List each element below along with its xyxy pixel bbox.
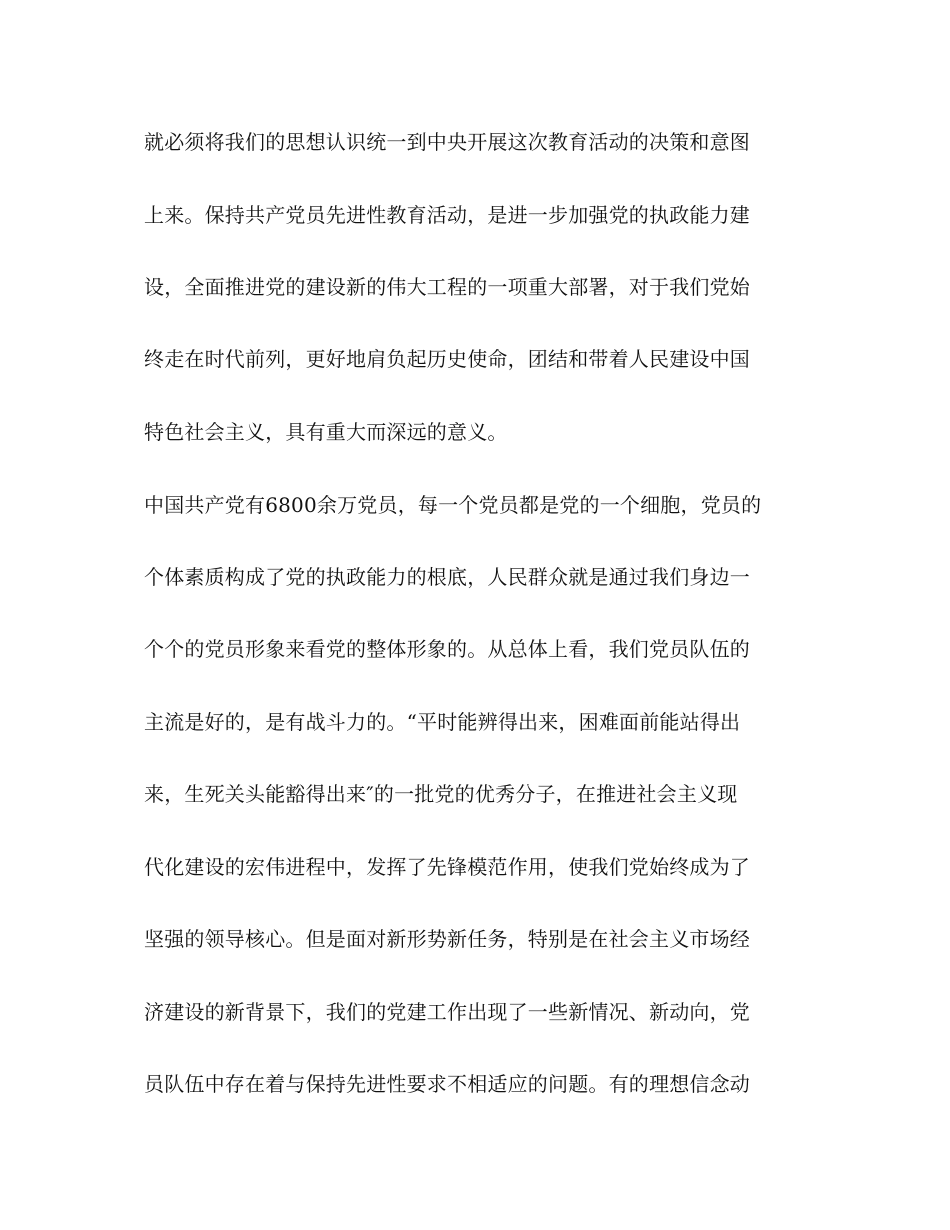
text-line-6: 中国共产党有6800余万党员，每一个党员都是党的一个细胞，党员的 xyxy=(144,493,762,517)
text-line-1: 就必须将我们的思想认识统一到中央开展这次教育活动的决策和意图 xyxy=(144,130,750,154)
text-line-3: 设，全面推进党的建设新的伟大工程的一项重大部署，对于我们党始 xyxy=(144,275,750,299)
text-line-9: 主流是好的，是有战斗力的。“平时能辨得出来，困难面前能站得出 xyxy=(144,710,741,734)
text-line-4: 终走在时代前列，更好地肩负起历史使命，团结和带着人民建设中国 xyxy=(144,347,750,371)
text-line-2: 上来。保持共产党员先进性教育活动，是进一步加强党的执政能力建 xyxy=(144,203,750,227)
text-line-5: 特色社会主义，具有重大而深远的意义。 xyxy=(144,420,508,444)
text-line-7: 个体素质构成了党的执政能力的根底，人民群众就是通过我们身边一 xyxy=(144,565,750,589)
text-line-14: 员队伍中存在着与保持先进性要求不相适应的问题。有的理想信念动 xyxy=(144,1072,750,1096)
text-line-12: 坚强的领导核心。但是面对新形势新任务，特别是在社会主义市场经 xyxy=(144,927,750,951)
text-line-11: 代化建设的宏伟进程中，发挥了先锋模范作用，使我们党始终成为了 xyxy=(144,855,750,879)
text-line-10: 来，生死关头能豁得出来″的一批党的优秀分子，在推进社会主义现 xyxy=(144,782,738,806)
text-line-8: 个个的党员形象来看党的整体形象的。从总体上看，我们党员队伍的 xyxy=(144,637,750,661)
text-line-13: 济建设的新背景下，我们的党建工作出现了一些新情况、新动向，党 xyxy=(144,1000,750,1024)
